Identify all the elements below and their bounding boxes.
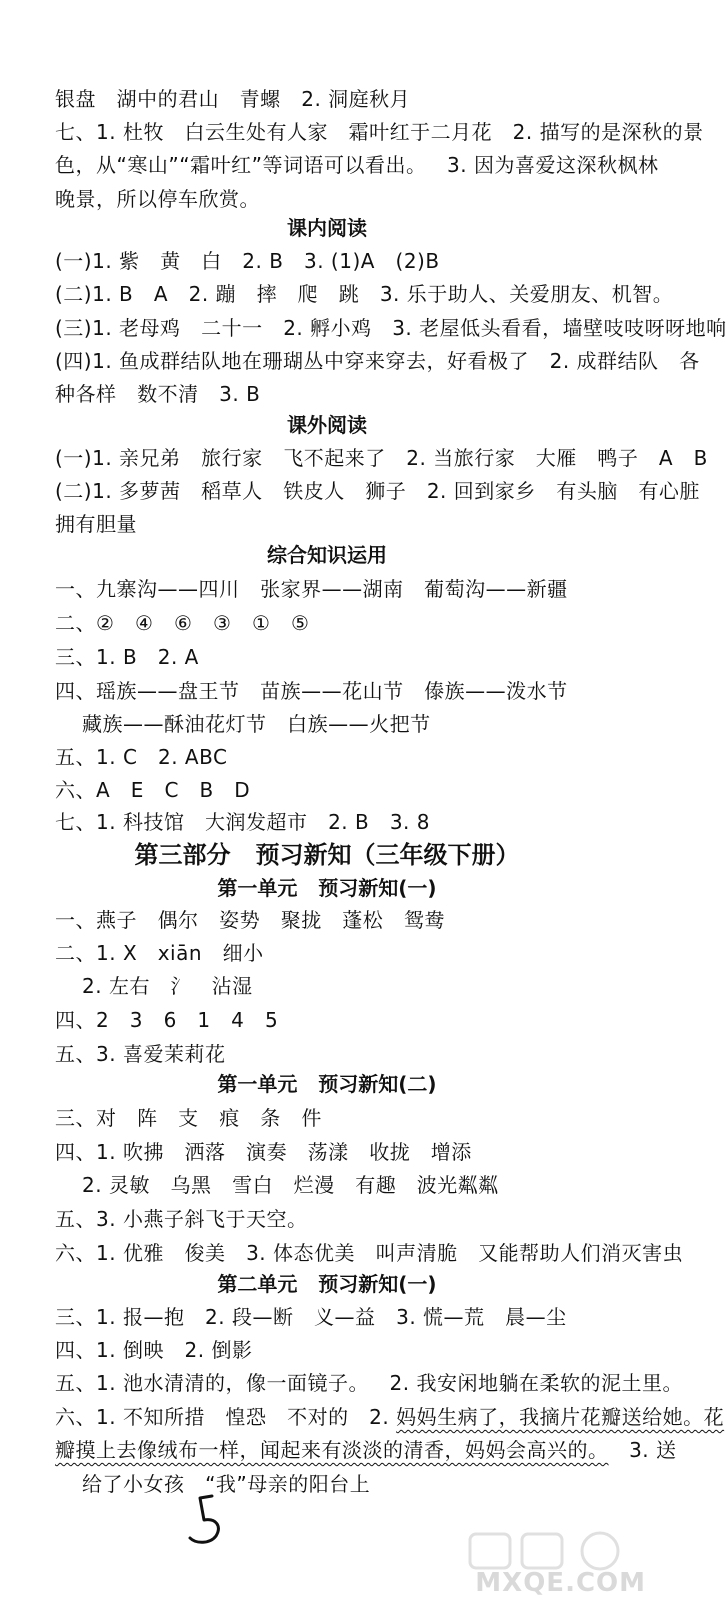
unit-heading: 第一单元 预习新知(一) xyxy=(217,876,437,900)
text-line: 四、1. 倒映 2. 倒影 xyxy=(55,1338,253,1362)
text-line: (四)1. 鱼成群结队地在珊瑚丛中穿来穿去，好看极了 2. 成群结队 各 xyxy=(55,349,700,373)
text-line: 六、1. 优雅 俊美 3. 体态优美 叫声清脆 又能帮助人们消灭害虫 xyxy=(55,1241,684,1265)
text-line: 给了小女孩 “我”母亲的阳台上 xyxy=(82,1472,371,1496)
text-segment: 3. 送 xyxy=(608,1438,677,1462)
text-line: 2. 灵敏 乌黑 雪白 烂漫 有趣 波光粼粼 xyxy=(82,1173,499,1197)
text-line: 六、A E C B D xyxy=(55,778,251,802)
text-line: (三)1. 老母鸡 二十一 2. 孵小鸡 3. 老屋低头看看，墙壁吱吱呀呀地响 xyxy=(55,316,727,340)
underlined-answer: 妈妈生病了，我摘片花瓣送给她。花 xyxy=(396,1405,725,1429)
text-line: 四、瑶族——盘王节 苗族——花山节 傣族——泼水节 xyxy=(55,679,568,703)
text-line: (二)1. 多萝茜 稻草人 铁皮人 狮子 2. 回到家乡 有头脑 有心脏 xyxy=(55,479,700,503)
text-line: 一、九寨沟——四川 张家界——湖南 葡萄沟——新疆 xyxy=(55,577,568,601)
text-line: 银盘 湖中的君山 青螺 2. 洞庭秋月 xyxy=(55,87,411,111)
underlined-answer: 瓣摸上去像绒布一样，闻起来有淡淡的清香，妈妈会高兴的。 xyxy=(55,1438,609,1462)
section-heading: 课内阅读 xyxy=(287,216,367,240)
text-line: 七、1. 杜牧 白云生处有人家 霜叶红于二月花 2. 描写的是深秋的景 xyxy=(55,120,704,144)
part-title: 第三部分 预习新知（三年级下册） xyxy=(134,841,520,869)
text-line: 四、2 3 6 1 4 5 xyxy=(55,1008,279,1032)
section-heading: 综合知识运用 xyxy=(267,543,387,567)
text-line: 五、1. C 2. ABC xyxy=(55,745,228,769)
text-line: 七、1. 科技馆 大润发超市 2. B 3. 8 xyxy=(55,810,430,834)
text-line: 拥有胆量 xyxy=(55,512,137,536)
text-segment: 六、1. 不知所措 惶恐 不对的 2. xyxy=(55,1405,397,1429)
watermark-text: MXQE.COM xyxy=(475,1568,646,1598)
text-line: 种各样 数不清 3. B xyxy=(55,382,261,406)
text-line: 二、1. X xiān 细小 xyxy=(55,941,264,965)
unit-heading: 第一单元 预习新知(二) xyxy=(217,1072,437,1096)
watermark-logo xyxy=(450,1530,650,1600)
text-line: 色，从“寒山”“霜叶红”等词语可以看出。 3. 因为喜爱这深秋枫林 xyxy=(55,153,659,177)
text-line: 二、② ④ ⑥ ③ ① ⑤ xyxy=(55,611,310,635)
handwritten-page-number xyxy=(178,1490,238,1550)
text-line: 五、1. 池水清清的，像一面镜子。 2. 我安闲地躺在柔软的泥土里。 xyxy=(55,1371,683,1395)
text-line xyxy=(55,1438,677,1462)
text-line: 藏族——酥油花灯节 白族——火把节 xyxy=(82,712,431,736)
text-line: (二)1. B A 2. 蹦 摔 爬 跳 3. 乐于助人、关爱朋友、机智。 xyxy=(55,282,674,306)
text-line: 三、1. 报—抱 2. 段—断 义—益 3. 慌—荒 晨—尘 xyxy=(55,1305,567,1329)
text-line xyxy=(55,1405,724,1429)
text-line: 五、3. 小燕子斜飞于天空。 xyxy=(55,1207,308,1231)
text-line: 四、1. 吹拂 洒落 演奏 荡漾 收拢 增添 xyxy=(55,1140,472,1164)
text-line: 2. 左右 氵 沾湿 xyxy=(82,974,253,998)
section-heading: 课外阅读 xyxy=(287,413,367,437)
text-line: 三、1. B 2. A xyxy=(55,645,199,669)
text-line: 一、燕子 偶尔 姿势 聚拢 蓬松 鸳鸯 xyxy=(55,908,445,932)
text-line: 晚景，所以停车欣赏。 xyxy=(55,187,260,211)
text-line: (一)1. 紫 黄 白 2. B 3. (1)A (2)B xyxy=(55,249,440,273)
text-line: 五、3. 喜爱茉莉花 xyxy=(55,1042,226,1066)
text-line: 三、对 阵 支 痕 条 件 xyxy=(55,1106,322,1130)
text-line: (一)1. 亲兄弟 旅行家 飞不起来了 2. 当旅行家 大雁 鸭子 A B xyxy=(55,446,708,470)
unit-heading: 第二单元 预习新知(一) xyxy=(217,1272,437,1296)
